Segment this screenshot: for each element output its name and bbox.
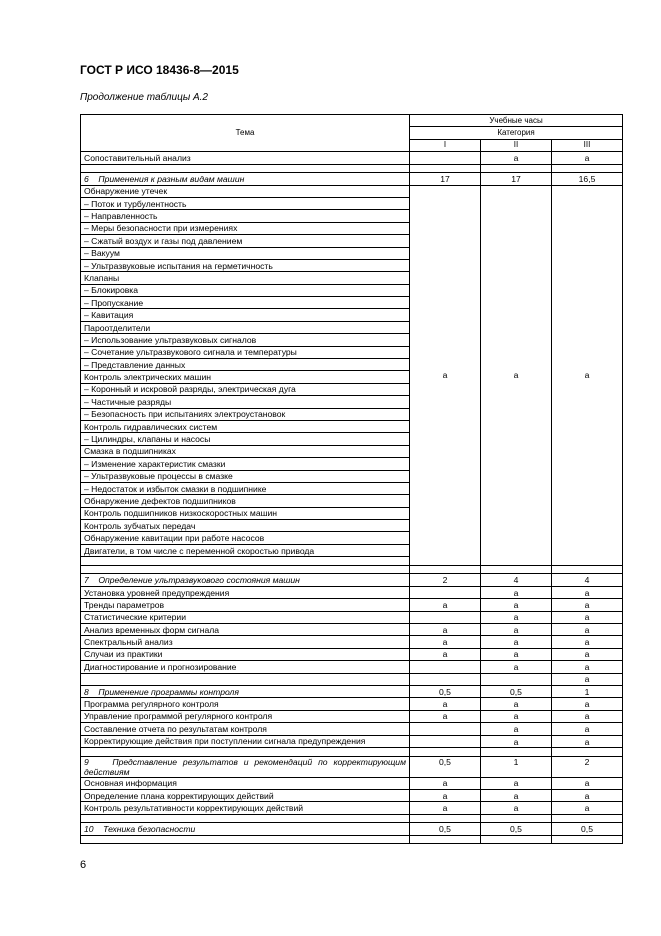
value-cat-ii: a (481, 802, 552, 814)
value-cat-i: a (410, 648, 481, 660)
value-cat-iii: a (552, 735, 623, 747)
section-hours-cat-ii: 0,5 (481, 823, 552, 835)
row-topic: Обнаружение кавитации при работе насосов (81, 532, 410, 544)
row-topic: – Использование ультразвуковых сигналов (81, 334, 410, 346)
row-topic: Контроль подшипников низкоскоростных машин (81, 507, 410, 519)
blank-cell (552, 835, 623, 844)
blank-cell (481, 814, 552, 823)
value-cat-ii: a (481, 661, 552, 673)
row-topic: – Кавитация (81, 309, 410, 321)
section-hours-cat-iii: 4 (552, 574, 623, 586)
row-topic: Обнаружение дефектов подшипников (81, 495, 410, 507)
value-cat-iii: a (552, 802, 623, 814)
table-row (81, 673, 623, 685)
blank-cell (552, 565, 623, 574)
header-cat-ii: II (481, 139, 552, 151)
page-number: 6 (80, 859, 87, 871)
blank-row (81, 835, 623, 844)
table-row (81, 624, 623, 636)
blank-cell (552, 747, 623, 756)
row-topic: – Ультразвуковые испытания на герметичность (81, 259, 410, 271)
blank-row (81, 747, 623, 756)
blank-cell (81, 835, 410, 844)
blank-row (81, 164, 623, 173)
blank-cell (481, 835, 552, 844)
table-row (81, 723, 623, 735)
row-topic: – Пропускание (81, 297, 410, 309)
section-row (81, 756, 623, 777)
value-cat-iii: a (552, 624, 623, 636)
value-cat-ii: a (481, 723, 552, 735)
table-row (81, 599, 623, 611)
value-cat-i (410, 586, 481, 598)
row-topic: Пароотделители (81, 321, 410, 333)
section-hours-cat-i: 0,5 (410, 823, 481, 835)
header-category: Категория (410, 127, 623, 139)
table-caption: Продолжение таблицы А.2 (80, 92, 208, 103)
blank-cell (481, 565, 552, 574)
row-topic: Двигатели, в том числе с переменной скоростью привода (81, 544, 410, 556)
value-cat-ii: a (481, 777, 552, 789)
spacer (89, 757, 113, 767)
value-cat-ii: a (481, 648, 552, 660)
section-hours-cat-i: 2 (410, 574, 481, 586)
standard-designation: ГОСТ Р ИСО 18436-8—2015 (80, 63, 239, 77)
row-topic: – Ультразвуковые процессы в смазке (81, 470, 410, 482)
section-title (81, 173, 410, 185)
value-cat-iii: a (552, 698, 623, 710)
value-cat-i (410, 661, 481, 673)
row-topic: – Вакуум (81, 247, 410, 259)
row-topic: Случаи из практики (81, 648, 410, 660)
table-row (81, 611, 623, 623)
section-hours-cat-ii: 0,5 (481, 685, 552, 697)
header-cat-i: I (410, 139, 481, 151)
row-topic: Контроль электрических машин (81, 371, 410, 383)
table-row (81, 586, 623, 598)
row-topic: Корректирующие действия при поступлении сигнала предупреждения (81, 735, 410, 747)
value-cat-ii: a (481, 586, 552, 598)
value-cat-iii: a (552, 152, 623, 164)
spacer (89, 575, 99, 585)
value-cat-i (410, 735, 481, 747)
value-cat-ii: a (481, 624, 552, 636)
merged-value-cat-i: a (410, 185, 481, 565)
section-hours-cat-iii: 0,5 (552, 823, 623, 835)
section-row (81, 173, 623, 185)
value-cat-i: a (410, 599, 481, 611)
blank-row (81, 565, 623, 574)
section-number: 9 (84, 756, 89, 767)
header-topic: Тема (81, 115, 410, 152)
value-cat-i: a (410, 789, 481, 801)
section-hours-cat-ii: 17 (481, 173, 552, 185)
row-topic: – Цилиндры, клапаны и насосы (81, 433, 410, 445)
row-topic: Диагностирование и прогнозирование (81, 661, 410, 673)
header-hours: Учебные часы (410, 115, 623, 127)
table-row (81, 648, 623, 660)
row-topic: Основная информация (81, 777, 410, 789)
value-cat-ii: a (481, 789, 552, 801)
value-cat-iii: a (552, 636, 623, 648)
section-hours-cat-ii: 1 (481, 756, 552, 777)
section-title-text: Применение программы контроля (98, 686, 239, 697)
blank-row (81, 814, 623, 823)
row-topic: – Сочетание ультразвукового сигнала и температуры (81, 346, 410, 358)
blank-cell (410, 164, 481, 173)
value-cat-iii: a (552, 611, 623, 623)
section-title-text: Представление результатов и рекомендаций по корректирующим действиям (84, 756, 406, 777)
row-topic: – Меры безопасности при измерениях (81, 222, 410, 234)
value-cat-ii: a (481, 698, 552, 710)
value-cat-i: a (410, 802, 481, 814)
blank-cell (481, 164, 552, 173)
curriculum-table (80, 114, 623, 844)
value-cat-iii: a (552, 723, 623, 735)
value-cat-ii: a (481, 710, 552, 722)
section-row (81, 574, 623, 586)
value-cat-ii: a (481, 735, 552, 747)
table-row (81, 802, 623, 814)
row-topic: Контроль зубчатых передач (81, 520, 410, 532)
row-topic: – Блокировка (81, 284, 410, 296)
row-topic: Спектральный анализ (81, 636, 410, 648)
value-cat-i: a (410, 636, 481, 648)
value-cat-i (410, 152, 481, 164)
section-title (81, 823, 410, 835)
row-topic: – Недостаток и избыток смазки в подшипнике (81, 482, 410, 494)
section-title (81, 574, 410, 586)
value-cat-ii: a (481, 636, 552, 648)
section-number: 7 (84, 575, 89, 586)
row-topic: Составление отчета по результатам контроля (81, 723, 410, 735)
value-cat-ii: a (481, 611, 552, 623)
value-cat-i (410, 723, 481, 735)
value-cat-ii: a (481, 152, 552, 164)
row-topic: – Частичные разряды (81, 396, 410, 408)
row-topic: Установка уровней предупреждения (81, 586, 410, 598)
spacer (94, 824, 104, 834)
section-hours-cat-i: 17 (410, 173, 481, 185)
header-row (81, 115, 623, 127)
value-cat-i: a (410, 698, 481, 710)
table-row (81, 185, 623, 197)
value-cat-i (410, 611, 481, 623)
blank-cell (81, 565, 410, 574)
blank-cell (552, 164, 623, 173)
table-row (81, 735, 623, 747)
section-title (81, 756, 410, 777)
blank-cell (81, 164, 410, 173)
row-topic: – Направленность (81, 210, 410, 222)
section-title (81, 685, 410, 697)
blank-cell (410, 814, 481, 823)
section-hours-cat-iii: 2 (552, 756, 623, 777)
blank-cell (410, 835, 481, 844)
blank-cell (81, 673, 410, 685)
value-cat-iii: a (552, 673, 623, 685)
blank-cell (81, 814, 410, 823)
section-hours-cat-iii: 16,5 (552, 173, 623, 185)
blank-cell (552, 814, 623, 823)
value-cat-i: a (410, 624, 481, 636)
section-title-text: Определение ультразвукового состояния машин (98, 575, 300, 586)
section-hours-cat-ii: 4 (481, 574, 552, 586)
section-row (81, 823, 623, 835)
table-row (81, 661, 623, 673)
row-topic: Анализ временных форм сигнала (81, 624, 410, 636)
section-number: 10 (84, 823, 94, 834)
value-cat-iii: a (552, 777, 623, 789)
section-hours-cat-i: 0,5 (410, 685, 481, 697)
merged-value-cat-ii: a (481, 185, 552, 565)
header-cat-iii: III (552, 139, 623, 151)
row-topic: Сопоставительный анализ (81, 152, 410, 164)
row-topic: Обнаружение утечек (81, 185, 410, 197)
table-row (81, 710, 623, 722)
blank-cell (481, 747, 552, 756)
section-hours-cat-i: 0,5 (410, 756, 481, 777)
row-topic: – Поток и турбулентность (81, 197, 410, 209)
value-cat-ii: a (481, 599, 552, 611)
section-number: 8 (84, 686, 89, 697)
section-row (81, 685, 623, 697)
blank-cell (410, 565, 481, 574)
spacer (89, 687, 99, 697)
table-row (81, 152, 623, 164)
blank-cell (410, 747, 481, 756)
table-row (81, 698, 623, 710)
row-topic: Управление программой регулярного контроля (81, 710, 410, 722)
table-row (81, 789, 623, 801)
blank-cell (81, 557, 410, 566)
section-hours-cat-iii: 1 (552, 685, 623, 697)
value-cat-iii: a (552, 661, 623, 673)
row-topic: – Представление данных (81, 359, 410, 371)
section-number: 6 (84, 173, 89, 184)
row-topic: Статистические критерии (81, 611, 410, 623)
row-topic: Смазка в подшипниках (81, 445, 410, 457)
value-cat-iii: a (552, 710, 623, 722)
section-title-text: Техника безопасности (103, 823, 196, 834)
table-row (81, 777, 623, 789)
row-topic: Контроль гидравлических систем (81, 420, 410, 432)
merged-value-cat-iii: a (552, 185, 623, 565)
value-cat-iii: a (552, 789, 623, 801)
blank-cell (81, 747, 410, 756)
value-cat-iii: a (552, 586, 623, 598)
section-title-text: Применения к разным видам машин (98, 173, 245, 184)
blank-cell (481, 673, 552, 685)
row-topic: – Сжатый воздух и газы под давлением (81, 235, 410, 247)
row-topic: Определение плана корректирующих действий (81, 789, 410, 801)
value-cat-i: a (410, 710, 481, 722)
row-topic: – Безопасность при испытаниях электроустановок (81, 408, 410, 420)
row-topic: – Изменение характеристик смазки (81, 458, 410, 470)
row-topic: – Коронный и искровой разряды, электрическая дуга (81, 383, 410, 395)
value-cat-i: a (410, 777, 481, 789)
row-topic: Программа регулярного контроля (81, 698, 410, 710)
row-topic: Клапаны (81, 272, 410, 284)
value-cat-iii: a (552, 648, 623, 660)
table-row (81, 636, 623, 648)
row-topic: Контроль результативности корректирующих действий (81, 802, 410, 814)
blank-cell (410, 673, 481, 685)
row-topic: Тренды параметров (81, 599, 410, 611)
value-cat-iii: a (552, 599, 623, 611)
spacer (89, 174, 99, 184)
